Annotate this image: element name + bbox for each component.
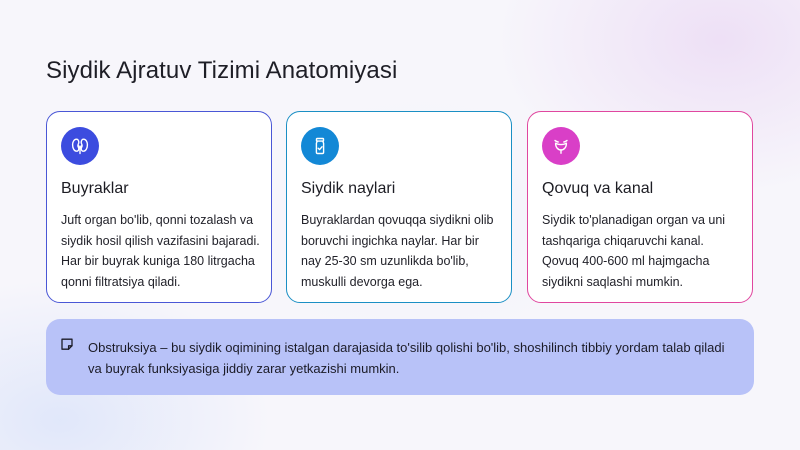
card-bladder [527, 111, 753, 303]
card-kidneys [46, 111, 272, 303]
card-description: Siydik to'planadigan organ va uni tashqariga chiqaruvchi kanal. Qovuq 400-600 ml hajmgacha siydikni saqlashi mumkin. [542, 213, 726, 289]
note-text: Obstruksiya – bu siydik oqimining istalgan darajasida to'silib qolishi bo'lib, shoshilinch tibbiy yordam talab qiladi va buyrak funksiyasiga jiddiy zarar yetkazishi mumkin. [88, 340, 725, 376]
card-description: Juft organ bo'lib, qonni tozalash va siydik hosil qilish vazifasini bajaradi. Har bir buyrak kuniga 180 litrgacha qonni filtratsiya qiladi. [61, 213, 260, 289]
note-icon [60, 337, 74, 351]
slide-title: Siydik Ajratuv Tizimi Anatomiyasi [46, 57, 398, 84]
note-callout [46, 319, 754, 395]
card-ureters [286, 111, 512, 303]
bladder-icon [542, 127, 580, 165]
card-heading: Qovuq va kanal [542, 180, 654, 197]
card-heading: Siydik naylari [301, 180, 396, 197]
kidneys-icon [61, 127, 99, 165]
urine-sample-icon [301, 127, 339, 165]
card-heading: Buyraklar [61, 180, 129, 197]
card-description: Buyraklardan qovuqqa siydikni olib boruvchi ingichka naylar. Har bir nay 25-30 sm uzunlikda bo'lib, muskulli devorga ega. [301, 213, 494, 289]
